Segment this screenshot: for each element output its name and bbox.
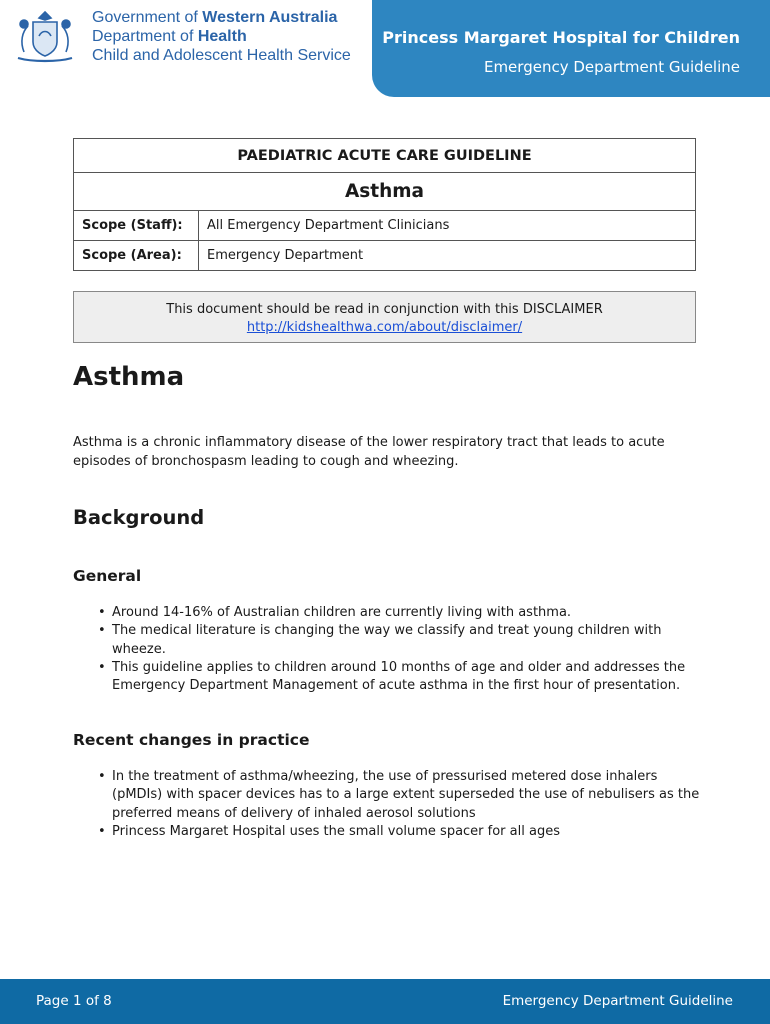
intro-paragraph: Asthma is a chronic inflammatory disease of the lower respiratory tract that leads to acute episodes of bronchospasm leading to cough and wheezing. [73,435,665,469]
scope-staff-label: Scope (Staff): [74,211,199,241]
background-heading: Background [73,506,205,529]
guideline-type: PAEDIATRIC ACUTE CARE GUIDELINE [74,139,696,173]
scope-area-label: Scope (Area): [74,241,199,271]
page-title: Asthma [73,362,185,392]
footer-title: Emergency Department Guideline [502,993,733,1009]
page-number: Page 1 of 8 [36,993,112,1009]
government-logo [6,6,366,70]
guideline-scope-table [73,138,696,271]
recent-changes-bullet-list [98,768,708,841]
list-item: • The medical literature is changing the way we classify and treat young children with wheeze. [98,622,708,659]
scope-row [74,241,696,271]
disclaimer-text: This document should be read in conjunction with this DISCLAIMER [166,302,603,317]
hospital-subtitle: Emergency Department Guideline [483,58,740,76]
general-heading: General [73,567,142,585]
recent-changes-heading: Recent changes in practice [73,731,310,749]
hospital-name: Princess Margaret Hospital for Children [382,28,740,47]
coat-of-arms-icon [6,6,84,68]
general-bullet-list [98,604,708,695]
list-item: • Around 14-16% of Australian children are currently living with asthma. [98,604,708,622]
page-footer [0,979,770,1024]
government-line-3: Child and Adolescent Health Service [92,47,351,64]
list-item: • In the treatment of asthma/wheezing, the use of pressurised metered dose inhalers (pMDIs) with spacer devices has to a large extent superseded the use of nebulisers as the preferred means of delivery of inhaled aerosol solutions [98,768,708,823]
hospital-banner [372,0,770,97]
page-header [0,0,770,98]
disclaimer-link[interactable]: http://kidshealthwa.com/about/disclaimer/ [246,320,523,335]
disclaimer-box [73,291,696,343]
scope-area-value: Emergency Department [199,241,696,271]
government-line-2: Department of Health [92,28,247,45]
list-item: • This guideline applies to children around 10 months of age and older and addresses the Emergency Department Management of acute asthma in the first hour of presentation. [98,659,708,696]
scope-staff-value: All Emergency Department Clinicians [199,211,696,241]
government-line-1: Government of Western Australia [92,9,338,26]
guideline-title: Asthma [74,173,696,211]
list-item: • Princess Margaret Hospital uses the small volume spacer for all ages [98,823,708,841]
scope-row [74,211,696,241]
